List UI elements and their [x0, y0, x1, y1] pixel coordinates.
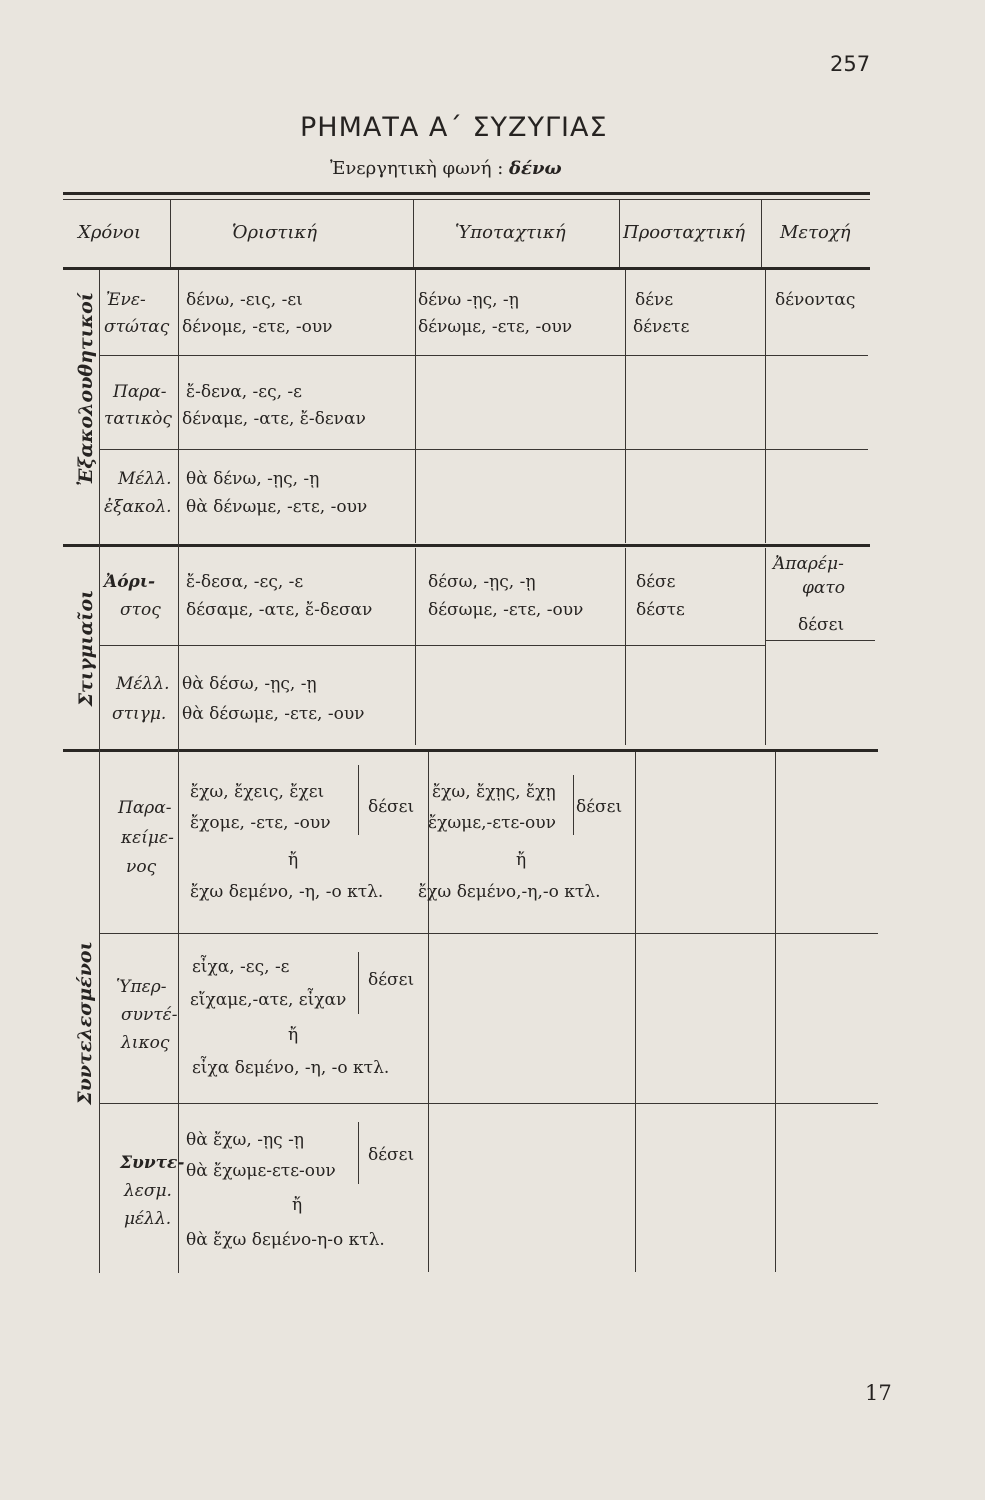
header-imperative: Προσταχτική [623, 222, 746, 243]
perfect-indicative-2: ἔχομε, -ετε, -ουν [190, 813, 331, 833]
aorist-imperative-2: δέστε [636, 600, 685, 620]
tense-perfect-label-1: Παρα- [118, 798, 172, 818]
infinitive-label-2: φατο [802, 578, 846, 598]
tense-future-perf-label-2: λεσμ. [124, 1181, 172, 1201]
tense-imperfect-label-1: Παρα- [113, 382, 167, 402]
present-imperative-1: δένε [635, 290, 674, 310]
header-indicative: Ὁριστική [232, 222, 317, 243]
future-perf-indicative-alt: θὰ ἔχω δεμένο-η-ο κτλ. [186, 1230, 385, 1250]
tense-present-label-1: Ἐνε- [106, 290, 146, 310]
tense-future-cont-label-2: ἐξακολ. [104, 497, 172, 517]
tense-future-perf-label-3: μέλλ. [124, 1209, 172, 1229]
future-mom-indicative-2: θὰ δέσωμε, -ετε, -ουν [182, 704, 365, 724]
perfect-subjunctive-2: ἔχωμε,-ετε-ουν [428, 813, 556, 833]
future-perf-indicative-aux: δέσει [368, 1145, 415, 1165]
future-cont-indicative-1: θὰ δένω, -ῃς, -ῃ [186, 469, 320, 489]
tense-aorist-label-1: Ἀόρι- [104, 572, 156, 592]
tense-present-label-2: στώτας [104, 317, 170, 337]
present-subjunctive-2: δένωμε, -ετε, -ουν [418, 317, 573, 337]
infinitive-value: δέσει [798, 615, 845, 635]
tense-perfect-label-3: νος [126, 857, 157, 877]
tense-pluperfect-label-2: συντέ- [121, 1005, 178, 1025]
tense-pluperfect-label-1: Ὑπερ- [116, 977, 167, 997]
perfect-subjunctive-1: ἔχω, ἔχῃς, ἔχῃ [432, 782, 556, 802]
perfect-subjunctive-alt: ἔχω δεμένο,-η,-ο κτλ. [418, 882, 601, 902]
perfect-indicative-or: ἤ [288, 850, 299, 870]
page-number-bottom: 17 [865, 1381, 892, 1405]
present-subjunctive-1: δένω -ῃς, -ῃ [418, 290, 519, 310]
group-continuous: Ἐξακολουθητικοί [75, 292, 97, 486]
header-subjunctive: Ὑποταχτική [455, 222, 566, 243]
pluperfect-indicative-1: εἶχα, -ες, -ε [192, 957, 290, 977]
subtitle-label: Ἐνεργητικὴ φωνή : [330, 158, 504, 179]
group-perfect: Συντελεσμένοι [74, 941, 96, 1105]
future-cont-indicative-2: θὰ δένωμε, -ετε, -ουν [186, 497, 368, 517]
aorist-subjunctive-2: δέσωμε, -ετε, -ουν [428, 600, 584, 620]
perfect-indicative-1: ἔχω, ἔχεις, ἔχει [190, 782, 325, 802]
perfect-subjunctive-aux: δέσει [576, 797, 623, 817]
present-imperative-2: δένετε [633, 317, 690, 337]
pluperfect-indicative-alt: εἶχα δεμένο, -η, -ο κτλ. [192, 1058, 390, 1078]
aorist-indicative-1: ἔ-δεσα, -ες, -ε [186, 572, 304, 592]
tense-aorist-label-2: στος [120, 600, 161, 620]
aorist-imperative-1: δέσε [636, 572, 676, 592]
aorist-subjunctive-1: δέσω, -ῃς, -ῃ [428, 572, 536, 592]
tense-perfect-label-2: κείμε- [121, 828, 174, 848]
tense-future-cont-label-1: Μέλλ. [118, 469, 172, 489]
pluperfect-indicative-2: εἴχαμε,-ατε, εἶχαν [190, 990, 347, 1010]
tense-future-mom-label-1: Μέλλ. [116, 674, 170, 694]
future-perf-indicative-2: θὰ ἔχωμε-ετε-ουν [186, 1161, 336, 1181]
header-participle: Μετοχή [780, 222, 851, 243]
future-perf-indicative-1: θὰ ἔχω, -ῃς -ῃ [186, 1130, 304, 1150]
present-indicative-2: δένομε, -ετε, -ουν [182, 317, 333, 337]
page-title: ΡΗΜΑΤΑ Α΄ ΣΥΖΥΓΙΑΣ [300, 112, 608, 143]
perfect-indicative-alt: ἔχω δεμένο, -η, -ο κτλ. [190, 882, 384, 902]
present-participle: δένοντας [775, 290, 856, 310]
future-perf-indicative-or: ἤ [292, 1195, 303, 1215]
imperfect-indicative-2: δέναμε, -ατε, ἔ-δεναν [182, 409, 366, 429]
header-tenses: Χρόνοι [78, 222, 142, 243]
group-momentary: Στιγμιαῖοι [75, 589, 97, 707]
present-indicative-1: δένω, -εις, -ει [186, 290, 303, 310]
pluperfect-indicative-aux: δέσει [368, 970, 415, 990]
tense-pluperfect-label-3: λικος [121, 1033, 170, 1053]
aorist-indicative-2: δέσαμε, -ατε, ἔ-δεσαν [186, 600, 373, 620]
future-mom-indicative-1: θὰ δέσω, -ῃς, -ῃ [182, 674, 317, 694]
perfect-subjunctive-or: ἤ [516, 850, 527, 870]
imperfect-indicative-1: ἔ-δενα, -ες, -ε [186, 382, 302, 402]
pluperfect-indicative-or: ἤ [288, 1025, 299, 1045]
tense-imperfect-label-2: τατικὸς [104, 409, 172, 429]
perfect-indicative-aux: δέσει [368, 797, 415, 817]
page-number-top: 257 [830, 52, 871, 76]
subtitle [330, 158, 562, 179]
tense-future-mom-label-2: στιγμ. [112, 704, 167, 724]
tense-future-perf-label-1: Συντε- [120, 1153, 185, 1173]
infinitive-label-1: Ἀπαρέμ- [773, 554, 844, 574]
subtitle-verb: δένω [509, 158, 562, 179]
